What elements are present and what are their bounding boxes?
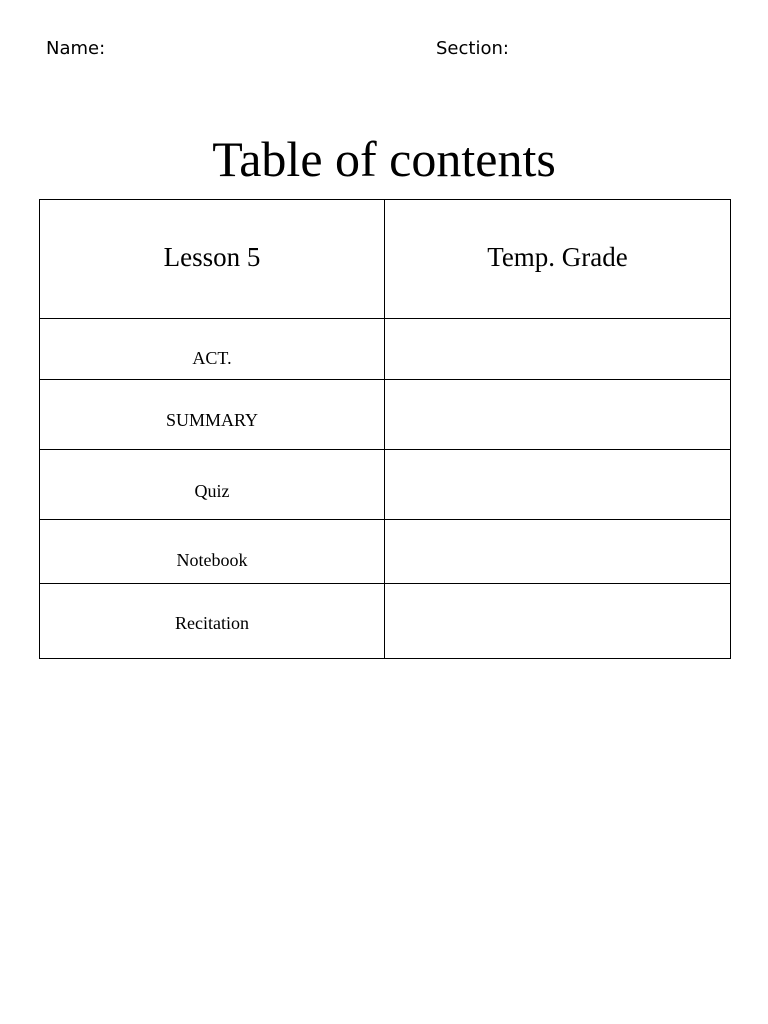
grade-cell	[385, 584, 731, 659]
item-cell	[40, 450, 385, 520]
table-header-row	[40, 200, 731, 319]
item-cell	[40, 380, 385, 450]
page-title: Table of contents	[212, 131, 556, 187]
item-cell	[40, 520, 385, 584]
column-header-grade: Temp. Grade	[385, 200, 731, 319]
item-label: ACT.	[192, 348, 232, 368]
grade-cell	[385, 380, 731, 450]
grade-cell	[385, 520, 731, 584]
item-label: Recitation	[175, 613, 249, 633]
table-row	[40, 584, 731, 659]
table-row	[40, 380, 731, 450]
item-label: Quiz	[194, 481, 230, 501]
table-row	[40, 520, 731, 584]
section-label: Section:	[436, 38, 509, 59]
table-row	[40, 319, 731, 380]
item-label: Notebook	[176, 550, 248, 570]
contents-table	[39, 199, 731, 659]
item-cell	[40, 319, 385, 380]
column-header-lesson: Lesson 5	[40, 200, 385, 319]
item-label: SUMMARY	[165, 410, 259, 430]
grade-cell	[385, 319, 731, 380]
table-row	[40, 450, 731, 520]
name-label: Name:	[46, 38, 106, 59]
item-cell	[40, 584, 385, 659]
grade-cell	[385, 450, 731, 520]
